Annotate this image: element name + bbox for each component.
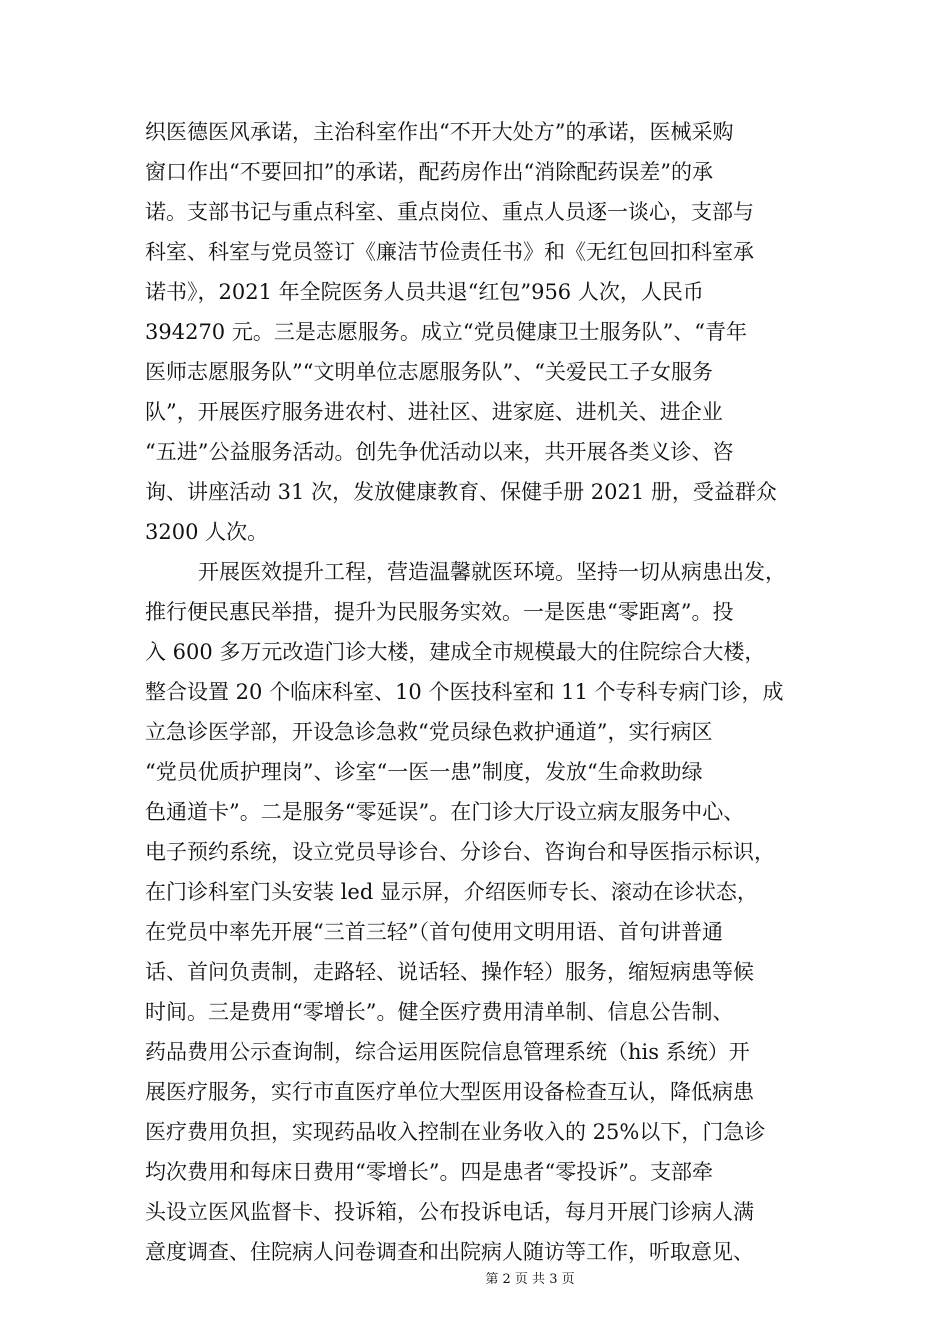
text-line: 均次费用和每床日费用“零增长”。四是患者“零投诉”。支部牵	[145, 1160, 713, 1184]
text-line: 3200 人次。	[145, 520, 269, 544]
text-line: 在党员中率先开展“三首三轻”（首句使用文明用语、首句讲普通	[145, 920, 723, 944]
text-line: 色通道卡”。二是服务“零延误”。在门诊大厅设立病友服务中心、	[145, 800, 745, 824]
text-line: 整合设置 20 个临床科室、10 个医技科室和 11 个专科专病门诊，成	[145, 680, 784, 704]
text-line: 意度调查、住院病人问卷调查和出院病人随访等工作，听取意见、	[145, 1240, 754, 1264]
text-line: 药品费用公示查询制，综合运用医院信息管理系统（his 系统）开	[145, 1040, 750, 1064]
text-line: 在门诊科室门头安装 led 显示屏，介绍医师专长、滚动在诊状态，	[145, 880, 758, 904]
text-line: 头设立医风监督卡、投诉箱，公布投诉电话，每月开展门诊病人满	[145, 1200, 754, 1224]
page-footer	[0, 1270, 950, 1290]
text-line: 询、讲座活动 31 次，发放健康教育、保健手册 2021 册，受益群众	[145, 480, 777, 504]
text-line: “党员优质护理岗”、诊室“一医一患”制度，发放“生命救助绿	[145, 760, 703, 784]
text-line: 织医德医风承诺，主治科室作出“不开大处方”的承诺，医械采购	[145, 120, 734, 144]
text-line: 队”，开展医疗服务进农村、进社区、进家庭、进机关、进企业	[145, 400, 723, 424]
text-line: 入 600 多万元改造门诊大楼，建成全市规模最大的住院综合大楼，	[145, 640, 766, 664]
text-line: 科室、科室与党员签订《廉洁节俭责任书》和《无红包回扣科室承	[145, 240, 754, 264]
text-line: 窗口作出“不要回扣”的承诺，配药房作出“消除配药误差”的承	[145, 160, 713, 184]
text-line: 推行便民惠民举措，提升为民服务实效。一是医患“零距离”。投	[145, 600, 734, 624]
text-line: 诺书》，2021 年全院医务人员共退“红包”956 人次，人民币	[145, 280, 704, 304]
text-line: 电子预约系统，设立党员导诊台、分诊台、咨询台和导医指示标识，	[145, 840, 775, 864]
text-line: 394270 元。三是志愿服务。成立“党员健康卫士服务队”、“青年	[145, 320, 748, 344]
text-line: “五进”公益服务活动。创先争优活动以来，共开展各类义诊、咨	[145, 440, 734, 464]
text-line: 医师志愿服务队”“文明单位志愿服务队”、“关爱民工子女服务	[145, 360, 713, 384]
text-line: 立急诊医学部，开设急诊急救“党员绿色救护通道”，实行病区	[145, 720, 713, 744]
text-line: 诺。支部书记与重点科室、重点岗位、重点人员逐一谈心，支部与	[145, 200, 754, 224]
text-line: 展医疗服务，实行市直医疗单位大型医用设备检查互认，降低病患	[145, 1080, 754, 1104]
text-line: 话、首问负责制，走路轻、说话轻、操作轻）服务，缩短病患等候	[145, 960, 754, 984]
paragraph-start-line: 开展医效提升工程，营造温馨就医环境。坚持一切从病患出发，	[198, 560, 786, 584]
page-number: 第 2 页 共 3 页	[485, 1272, 575, 1287]
text-line: 时间。三是费用“零增长”。健全医疗费用清单制、信息公告制、	[145, 1000, 734, 1024]
text-line: 医疗费用负担，实现药品收入控制在业务收入的 25%以下，门急诊	[145, 1120, 766, 1144]
